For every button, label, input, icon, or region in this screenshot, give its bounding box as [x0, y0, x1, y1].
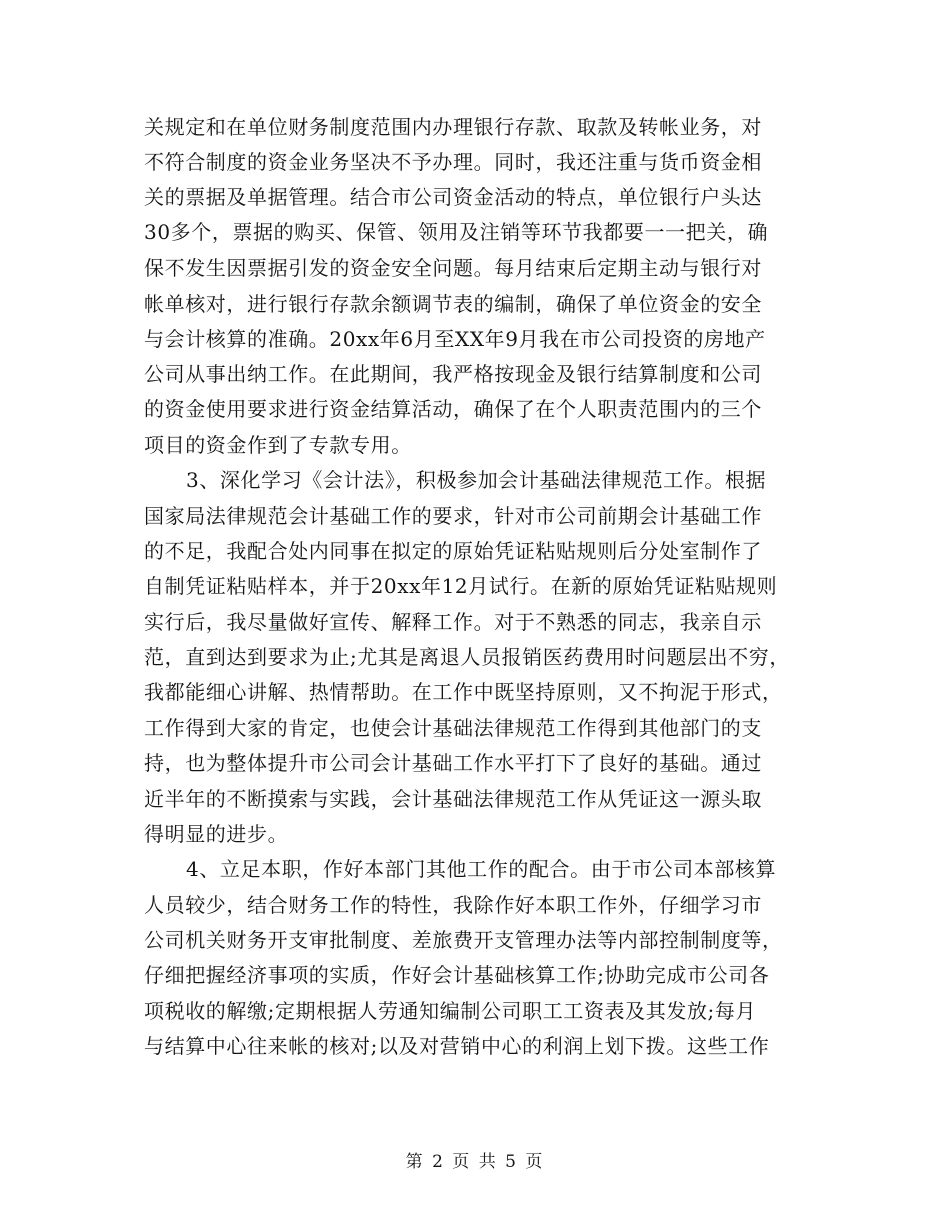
body-text-line: 持，也为整体提升市公司会计基础工作水平打下了良好的基础。通过 — [144, 751, 762, 775]
body-text-line: 范，直到达到要求为止;尤其是离退人员报销医药费用时问题层出不穷， — [144, 645, 790, 669]
body-text-line: 的资金使用要求进行资金结算活动，确保了在个人职责范围内的三个 — [144, 397, 762, 421]
body-text-line: 与会计核算的准确。20xx年6月至XX年9月我在市公司投资的房地产 — [144, 327, 766, 351]
body-text-line: 公司机关财务开支审批制度、差旅费开支管理办法等内部控制制度等， — [144, 928, 783, 952]
body-text-line: 实行后，我尽量做好宣传、解释工作。对于不熟悉的同志，我亲自示 — [144, 610, 762, 634]
body-text-line: 国家局法律规范会计基础工作的要求，针对市公司前期会计基础工作 — [144, 504, 762, 528]
body-text-line: 关的票据及单据管理。结合市公司资金活动的特点，单位银行户头达 — [144, 185, 762, 209]
body-text-line: 我都能细心讲解、热情帮助。在工作中既坚持原则，又不拘泥于形式， — [144, 680, 783, 704]
body-text-line: 帐单核对，进行银行存款余额调节表的编制，确保了单位资金的安全 — [144, 292, 762, 316]
body-text-line: 与结算中心往来帐的核对;以及对营销中心的利润上划下拨。这些工作 — [144, 1034, 770, 1058]
body-text-line: 近半年的不断摸索与实践，会计基础法律规范工作从凭证这一源头取 — [144, 787, 762, 811]
page-number-footer: 第 2 页 共 5 页 — [405, 1152, 545, 1172]
paragraph-3-first-line: 3、深化学习《会计法》，积极参加会计基础法律规范工作。根据 — [186, 468, 767, 492]
body-text-line: 人员较少，结合财务工作的特性，我除作好本职工作外，仔细学习市 — [144, 893, 762, 917]
body-text-line: 的不足，我配合处内同事在拟定的原始凭证粘贴规则后分处室制作了 — [144, 539, 762, 563]
body-text-line: 工作得到大家的肯定，也使会计基础法律规范工作得到其他部门的支 — [144, 716, 762, 740]
body-text-line: 公司从事出纳工作。在此期间，我严格按现金及银行结算制度和公司 — [144, 362, 762, 386]
body-text-line: 保不发生因票据引发的资金安全问题。每月结束后定期主动与银行对 — [144, 256, 762, 280]
body-text-line: 不符合制度的资金业务坚决不予办理。同时，我还注重与货币资金相 — [144, 150, 762, 174]
body-text-line: 项税收的解缴;定期根据人劳通知编制公司职工工资表及其发放;每月 — [144, 999, 757, 1023]
body-text-line: 关规定和在单位财务制度范围内办理银行存款、取款及转帐业务，对 — [144, 115, 762, 139]
body-text-line: 自制凭证粘贴样本，并于20xx年12月试行。在新的原始凭证粘贴规则 — [144, 574, 778, 598]
body-text-line: 仔细把握经济事项的实质，作好会计基础核算工作;协助完成市公司各 — [144, 963, 770, 987]
body-text-line: 30多个，票据的购买、保管、领用及注销等环节我都要一一把关，确 — [144, 220, 769, 244]
body-text-line: 得明显的进步。 — [144, 822, 289, 846]
paragraph-4-first-line: 4、立足本职，作好本部门其他工作的配合。由于市公司本部核算 — [186, 857, 777, 881]
body-text-line: 项目的资金作到了专款专用。 — [144, 433, 412, 457]
